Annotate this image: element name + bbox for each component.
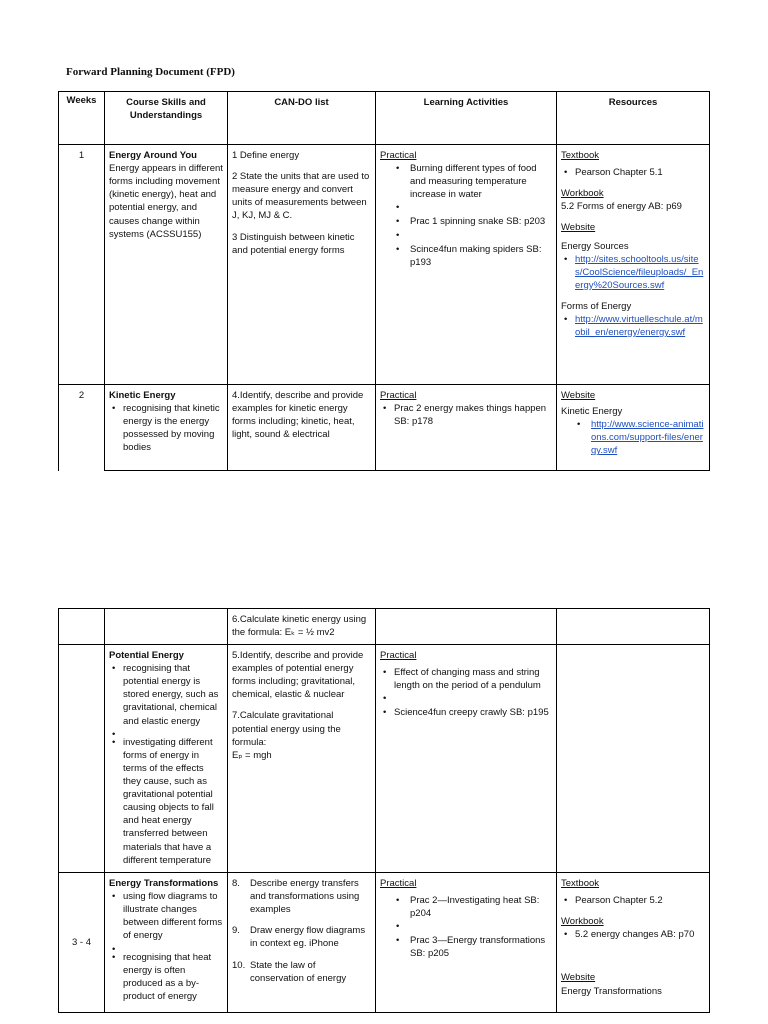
cando-item: 4.Identify, describe and provide examples for kinetic energy forms including; kinetic, heat, light, sound & electrical xyxy=(232,390,364,441)
cando-item: 8. Describe energy transfers and transformations using examples xyxy=(232,877,371,916)
list-item: • Pearson Chapter 5.2 xyxy=(561,894,705,907)
skill-title: Energy Transformations xyxy=(109,878,219,889)
skill-text: Energy appears in different forms including movement (kinetic energy), heat and potential energy, and causes change within systems (ACSSU155) xyxy=(109,163,223,240)
activities-cell xyxy=(376,645,557,873)
list-item: • Science4fun creepy crawly SB: p195 xyxy=(380,706,552,719)
cando-cell xyxy=(228,609,376,645)
skills-cell xyxy=(105,645,228,873)
cando-item: 3 Distinguish between kinetic and potential energy forms xyxy=(232,231,355,256)
header-skills: Course Skills and Understandings xyxy=(105,92,228,145)
table-row xyxy=(59,873,710,1013)
cando-item: 9. Draw energy flow diagrams in context eg. iPhone xyxy=(232,924,371,950)
week-cell: 1 xyxy=(59,145,105,385)
cando-cell xyxy=(228,873,376,1013)
website-heading: Website xyxy=(561,972,596,984)
week-cell xyxy=(59,873,105,1013)
table-row xyxy=(59,645,710,873)
skills-cell xyxy=(105,609,228,645)
workbook-text: 5.2 Forms of energy AB: p69 xyxy=(561,201,682,213)
skills-cell xyxy=(105,873,228,1013)
resource-link[interactable]: http://www.science-animations.com/support-files/energy.swf xyxy=(591,419,704,457)
list-item: • Prac 3—Energy transformations SB: p205 xyxy=(380,934,552,960)
list-item: • Pearson Chapter 5.1 xyxy=(561,166,705,179)
list-item: • Prac 1 spinning snake SB: p203 xyxy=(380,215,552,228)
activity-list xyxy=(380,162,552,269)
resources-cell xyxy=(557,645,710,873)
fpd-table-page2 xyxy=(58,608,710,1013)
resources-cell xyxy=(557,873,710,1013)
textbook-heading: Textbook xyxy=(561,150,600,161)
list-item: • using flow diagrams to illustrate changes between different forms of energy xyxy=(109,890,223,942)
week-cell xyxy=(59,609,105,645)
header-activities: Learning Activities xyxy=(376,92,557,145)
cando-item: 2 State the units that are used to measure energy and convert units of measurements between J, KJ, MJ & C. xyxy=(232,171,370,222)
list-item: • Prac 2—Investigating heat SB: p204 xyxy=(380,894,552,920)
header-row xyxy=(59,92,710,145)
list-item: • recognising that heat energy is often produced as a by-product of energy xyxy=(109,951,223,1003)
header-cando: CAN-DO list xyxy=(228,92,376,145)
site-label: Kinetic Energy xyxy=(561,406,623,418)
skill-title: Potential Energy xyxy=(109,650,184,661)
list-item: • recognising that kinetic energy is the energy possessed by moving bodies xyxy=(109,402,223,454)
activities-cell xyxy=(376,609,557,645)
cando-item: 5.Identify, describe and provide examples of potential energy forms including; gravitational, chemical, elastic & nuclear xyxy=(232,650,364,701)
skill-title: Kinetic Energy xyxy=(109,390,176,401)
cando-item: 6.Calculate kinetic energy using the formula: Eₖ = ½ mv2 xyxy=(232,614,367,639)
resources-cell xyxy=(557,609,710,645)
week-label: 3 - 4 xyxy=(71,936,91,948)
cando-item: 7.Calculate gravitational potential energy using the formula: xyxy=(232,710,341,748)
practical-heading: Practical xyxy=(380,390,417,401)
activities-cell xyxy=(376,873,557,1013)
cando-cell xyxy=(228,385,376,471)
document-title: Forward Planning Document (FPD) xyxy=(66,66,235,78)
week-cell xyxy=(59,645,105,873)
resources-cell xyxy=(557,145,710,385)
cando-cell xyxy=(228,645,376,873)
table-row xyxy=(59,145,710,385)
week-cell: 2 xyxy=(59,385,105,471)
cando-item: 1 Define energy xyxy=(232,150,300,161)
resource-link[interactable]: http://www.virtuelleschule.at/mobil_en/energy/energy.swf xyxy=(575,314,703,339)
textbook-heading: Textbook xyxy=(561,878,600,889)
cando-item: 10. State the law of conservation of energy xyxy=(232,959,371,985)
skills-cell xyxy=(105,145,228,385)
list-item: • Effect of changing mass and string length on the period of a pendulum xyxy=(380,666,552,692)
header-weeks: Weeks xyxy=(59,92,105,145)
workbook-heading: Workbook xyxy=(561,188,604,200)
practical-heading: Practical xyxy=(380,650,417,661)
fpd-table-page1 xyxy=(58,91,710,471)
list-item: • recognising that potential energy is stored energy, such as gravitational, chemical and elastic energy xyxy=(109,662,223,728)
website-heading: Website xyxy=(561,222,596,234)
resource-link[interactable]: http://sites.schooltools.us/sites/CoolScience/fileuploads/_Energy%20Sources.swf xyxy=(575,253,704,291)
skill-title: Energy Around You xyxy=(109,150,197,161)
table-row xyxy=(59,609,710,645)
formula: Eₚ = mgh xyxy=(232,749,272,761)
list-item: • Scince4fun making spiders SB: p193 xyxy=(380,243,552,269)
cando-cell xyxy=(228,145,376,385)
practical-heading: Practical xyxy=(380,150,417,161)
header-resources: Resources xyxy=(557,92,710,145)
list-item: • Burning different types of food and measuring temperature increase in water xyxy=(380,162,552,201)
activities-cell xyxy=(376,145,557,385)
site-label: Energy Sources xyxy=(561,240,629,252)
site-label: Forms of Energy xyxy=(561,300,632,312)
list-item: • Prac 2 energy makes things happen SB: p178 xyxy=(380,402,552,428)
list-item: • 5.2 energy changes AB: p70 xyxy=(561,928,705,941)
resources-cell xyxy=(557,385,710,471)
workbook-heading: Workbook xyxy=(561,916,604,928)
activities-cell xyxy=(376,385,557,471)
site-label: Energy Transformations xyxy=(561,985,662,997)
practical-heading: Practical xyxy=(380,878,417,889)
list-item: • investigating different forms of energy in terms of the effects they cause, such as gravitational potential causing objects to fall and heat energy transferred between materials that have a different temperature xyxy=(109,736,223,867)
table-row xyxy=(59,385,710,471)
website-heading: Website xyxy=(561,390,596,401)
skills-cell xyxy=(105,385,228,471)
